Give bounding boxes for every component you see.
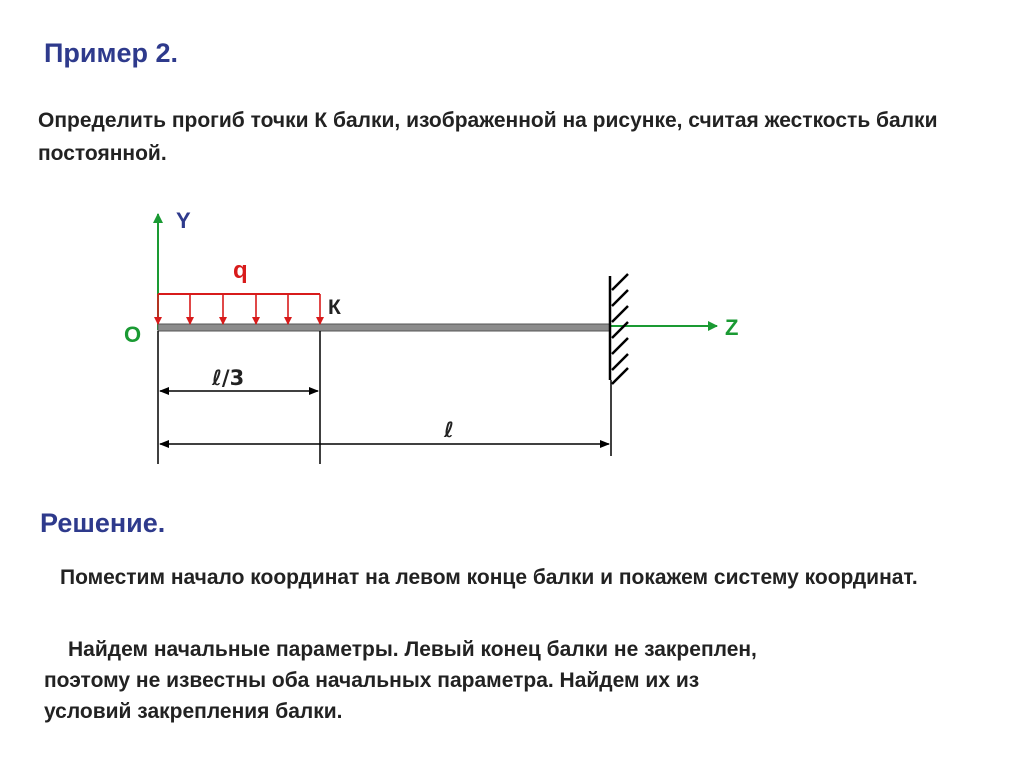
solution-paragraph-1: [38, 562, 1018, 593]
beam: [158, 324, 610, 331]
wall-hatch: [612, 368, 628, 384]
load-arrows: [158, 294, 320, 324]
fixed-support: [610, 274, 628, 384]
solution-paragraph-2: [44, 634, 1024, 727]
y-axis-label: Y: [176, 208, 191, 233]
point-k-label: К: [328, 296, 341, 319]
paragraph-2-line-1: Найдем начальные параметры. Левый конец балки не закреплен,: [68, 638, 757, 661]
wall-hatch: [612, 354, 628, 370]
origin-label: O: [124, 322, 142, 347]
dimension-short-label: ℓ/3: [212, 366, 245, 390]
solution-title: Решение.: [40, 508, 166, 538]
dimension-full-label: ℓ: [444, 418, 454, 442]
paragraph-2-line-2: поэтому не известны оба начальных параметра. Найдем их из: [44, 669, 700, 692]
wall-hatch: [612, 338, 628, 354]
load-label: q: [233, 257, 248, 284]
slide-title: Пример 2.: [44, 38, 178, 68]
wall-hatch: [612, 274, 628, 290]
paragraph-1-text: Поместим начало координат на левом конце балки и покажем систему координат.: [60, 566, 918, 589]
z-axis-label: Z: [725, 315, 739, 340]
task-text: Определить прогиб точки К балки, изображенной на рисунке, считая жесткость балки постоянной.: [38, 109, 938, 165]
wall-hatch: [612, 322, 628, 338]
wall-hatch: [612, 290, 628, 306]
paragraph-2-line-3: условий закрепления балки.: [44, 700, 343, 723]
wall-hatch: [612, 306, 628, 322]
